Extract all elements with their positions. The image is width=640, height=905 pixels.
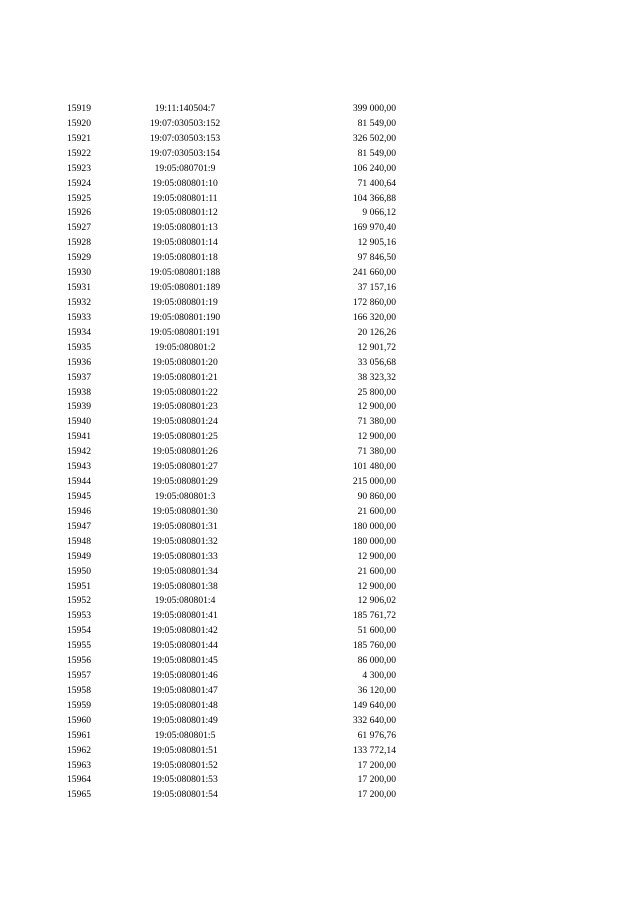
amount-cell: 33 056,68 [357,356,396,368]
row-number-cell: 15951 [67,580,91,592]
table-row [0,430,640,445]
row-number-cell: 15958 [67,684,91,696]
row-number-cell: 15935 [67,341,91,353]
amount-cell: 37 157,16 [357,282,396,294]
row-number-cell: 15921 [67,132,91,144]
row-number-cell: 15961 [67,729,91,741]
row-number-cell: 15964 [67,774,91,786]
table-row [0,162,640,177]
amount-cell: 399 000,00 [352,103,396,114]
data-table [0,102,640,803]
amount-cell: 326 502,00 [352,132,396,144]
cadastral-number-cell: 19:05:080801:19 [152,296,218,308]
table-row [0,192,640,207]
table-row [0,609,640,624]
row-number-cell: 15932 [67,296,91,308]
amount-cell: 12 906,02 [357,595,396,607]
table-row [0,326,640,341]
amount-cell: 215 000,00 [352,476,396,488]
cadastral-number-cell: 19:05:080801:38 [152,580,218,592]
amount-cell: 180 000,00 [352,520,396,532]
table-row [0,654,640,669]
amount-cell: 20 126,26 [357,326,396,338]
table-row [0,565,640,580]
row-number-cell: 15943 [67,461,91,473]
amount-cell: 172 860,00 [352,296,396,308]
table-row [0,624,640,639]
table-row [0,699,640,714]
row-number-cell: 15934 [67,326,91,338]
amount-cell: 61 976,76 [357,729,396,741]
table-row [0,580,640,595]
table-row [0,415,640,430]
amount-cell: 12 900,00 [357,431,396,443]
table-row [0,117,640,132]
row-number-cell: 15928 [67,237,91,249]
row-number-cell: 15962 [67,744,91,756]
amount-cell: 4 300,00 [362,670,396,682]
table-row [0,550,640,565]
row-number-cell: 15931 [67,282,91,294]
cadastral-number-cell: 19:05:080801:24 [152,416,218,428]
table-row [0,759,640,774]
amount-cell: 185 760,00 [352,640,396,652]
cadastral-number-cell: 19:05:080801:22 [152,386,218,398]
amount-cell: 12 900,00 [357,401,396,413]
amount-cell: 71 400,64 [357,177,396,189]
cadastral-number-cell: 19:11:140504:7 [154,103,216,114]
cadastral-number-cell: 19:05:080801:14 [152,237,218,249]
amount-cell: 81 549,00 [357,117,396,129]
amount-cell: 97 846,50 [357,252,396,264]
cadastral-number-cell: 19:05:080801:12 [152,207,218,219]
row-number-cell: 15927 [67,222,91,234]
table-row [0,475,640,490]
amount-cell: 104 366,88 [352,192,396,204]
table-row [0,714,640,729]
table-row [0,132,640,147]
cadastral-number-cell: 19:05:080801:21 [152,371,218,383]
amount-cell: 12 900,00 [357,550,396,562]
table-row [0,221,640,236]
cadastral-number-cell: 19:07:030503:154 [149,147,221,159]
row-number-cell: 15953 [67,610,91,622]
cadastral-number-cell: 19:05:080801:188 [149,267,221,279]
table-row [0,147,640,162]
row-number-cell: 15919 [67,103,91,114]
amount-cell: 71 380,00 [357,446,396,458]
table-row [0,445,640,460]
cadastral-number-cell: 19:05:080801:18 [152,252,218,264]
amount-cell: 12 905,16 [357,237,396,249]
cadastral-number-cell: 19:05:080801:47 [152,684,218,696]
amount-cell: 166 320,00 [352,311,396,323]
row-number-cell: 15937 [67,371,91,383]
cadastral-number-cell: 19:05:080801:4 [154,595,216,607]
table-row [0,490,640,505]
row-number-cell: 15926 [67,207,91,219]
cadastral-number-cell: 19:05:080801:44 [152,640,218,652]
cadastral-number-cell: 19:05:080801:29 [152,476,218,488]
table-row [0,729,640,744]
cadastral-number-cell: 19:05:080801:191 [149,326,221,338]
table-row [0,773,640,788]
row-number-cell: 15942 [67,446,91,458]
amount-cell: 81 549,00 [357,147,396,159]
cadastral-number-cell: 19:05:080801:25 [152,431,218,443]
amount-cell: 36 120,00 [357,684,396,696]
table-row [0,236,640,251]
amount-cell: 38 323,32 [357,371,396,383]
table-row [0,386,640,401]
cadastral-number-cell: 19:05:080801:32 [152,535,218,547]
cadastral-number-cell: 19:05:080801:26 [152,446,218,458]
table-row [0,639,640,654]
table-row [0,206,640,221]
amount-cell: 25 800,00 [357,386,396,398]
cadastral-number-cell: 19:05:080801:20 [152,356,218,368]
amount-cell: 101 480,00 [352,461,396,473]
row-number-cell: 15949 [67,550,91,562]
row-number-cell: 15936 [67,356,91,368]
table-row [0,684,640,699]
table-row [0,266,640,281]
cadastral-number-cell: 19:07:030503:153 [149,132,221,144]
table-row [0,311,640,326]
table-row [0,102,640,117]
cadastral-number-cell: 19:05:080801:5 [154,729,216,741]
table-row [0,371,640,386]
row-number-cell: 15946 [67,505,91,517]
table-row [0,505,640,520]
row-number-cell: 15965 [67,789,91,801]
row-number-cell: 15922 [67,147,91,159]
row-number-cell: 15925 [67,192,91,204]
row-number-cell: 15944 [67,476,91,488]
amount-cell: 51 600,00 [357,625,396,637]
amount-cell: 21 600,00 [357,505,396,517]
cadastral-number-cell: 19:05:080801:42 [152,625,218,637]
row-number-cell: 15920 [67,117,91,129]
amount-cell: 241 660,00 [352,267,396,279]
cadastral-number-cell: 19:05:080801:34 [152,565,218,577]
row-number-cell: 15960 [67,714,91,726]
amount-cell: 106 240,00 [352,162,396,174]
cadastral-number-cell: 19:05:080801:11 [152,192,218,204]
row-number-cell: 15947 [67,520,91,532]
table-row [0,520,640,535]
table-row [0,281,640,296]
amount-cell: 90 860,00 [357,490,396,502]
row-number-cell: 15938 [67,386,91,398]
amount-cell: 17 200,00 [357,759,396,771]
row-number-cell: 15929 [67,252,91,264]
row-number-cell: 15952 [67,595,91,607]
row-number-cell: 15923 [67,162,91,174]
table-row [0,177,640,192]
table-row [0,400,640,415]
row-number-cell: 15948 [67,535,91,547]
amount-cell: 17 200,00 [357,789,396,801]
table-row [0,460,640,475]
row-number-cell: 15940 [67,416,91,428]
amount-cell: 21 600,00 [357,565,396,577]
amount-cell: 71 380,00 [357,416,396,428]
cadastral-number-cell: 19:05:080801:49 [152,714,218,726]
cadastral-number-cell: 19:05:080801:190 [149,311,221,323]
cadastral-number-cell: 19:07:030503:152 [149,117,221,129]
cadastral-number-cell: 19:05:080801:2 [154,341,216,353]
cadastral-number-cell: 19:05:080801:10 [152,177,218,189]
cadastral-number-cell: 19:05:080801:3 [154,490,216,502]
row-number-cell: 15950 [67,565,91,577]
row-number-cell: 15963 [67,759,91,771]
table-row [0,744,640,759]
amount-cell: 12 900,00 [357,580,396,592]
table-row [0,356,640,371]
amount-cell: 86 000,00 [357,655,396,667]
row-number-cell: 15959 [67,699,91,711]
row-number-cell: 15955 [67,640,91,652]
cadastral-number-cell: 19:05:080801:52 [152,759,218,771]
amount-cell: 185 761,72 [352,610,396,622]
cadastral-number-cell: 19:05:080801:45 [152,655,218,667]
cadastral-number-cell: 19:05:080801:23 [152,401,218,413]
table-row [0,535,640,550]
row-number-cell: 15956 [67,655,91,667]
amount-cell: 133 772,14 [352,744,396,756]
amount-cell: 149 640,00 [352,699,396,711]
cadastral-number-cell: 19:05:080801:31 [152,520,218,532]
row-number-cell: 15945 [67,490,91,502]
row-number-cell: 15941 [67,431,91,443]
row-number-cell: 15933 [67,311,91,323]
table-row [0,788,640,803]
amount-cell: 12 901,72 [357,341,396,353]
cadastral-number-cell: 19:05:080801:189 [149,282,221,294]
cadastral-number-cell: 19:05:080801:53 [152,774,218,786]
amount-cell: 17 200,00 [357,774,396,786]
cadastral-number-cell: 19:05:080801:33 [152,550,218,562]
amount-cell: 180 000,00 [352,535,396,547]
row-number-cell: 15939 [67,401,91,413]
row-number-cell: 15924 [67,177,91,189]
row-number-cell: 15957 [67,670,91,682]
table-row [0,296,640,311]
amount-cell: 169 970,40 [352,222,396,234]
cadastral-number-cell: 19:05:080701:9 [154,162,216,174]
amount-cell: 9 066,12 [362,207,396,219]
cadastral-number-cell: 19:05:080801:51 [152,744,218,756]
table-row [0,251,640,266]
table-row [0,669,640,684]
cadastral-number-cell: 19:05:080801:30 [152,505,218,517]
row-number-cell: 15930 [67,267,91,279]
amount-cell: 332 640,00 [352,714,396,726]
cadastral-number-cell: 19:05:080801:48 [152,699,218,711]
cadastral-number-cell: 19:05:080801:54 [152,789,218,801]
cadastral-number-cell: 19:05:080801:41 [152,610,218,622]
table-row [0,594,640,609]
cadastral-number-cell: 19:05:080801:13 [152,222,218,234]
row-number-cell: 15954 [67,625,91,637]
table-row [0,341,640,356]
cadastral-number-cell: 19:05:080801:27 [152,461,218,473]
cadastral-number-cell: 19:05:080801:46 [152,670,218,682]
